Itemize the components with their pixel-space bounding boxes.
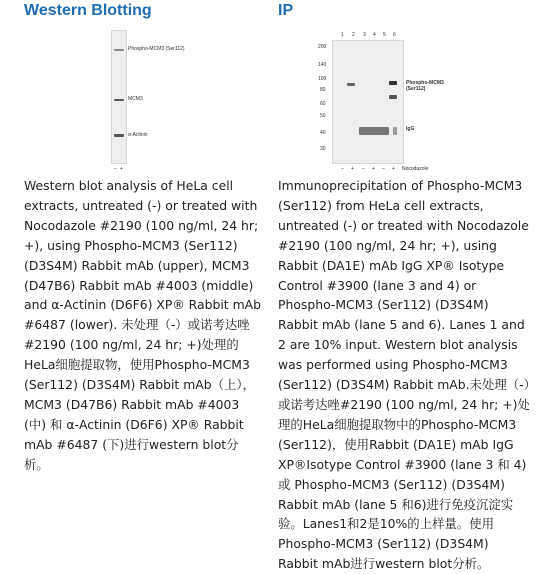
wb-band-label-2: MCM3	[128, 96, 143, 102]
wb-band-label-3: α-Actinin	[128, 132, 148, 138]
ip-mw-marker: 140	[318, 62, 327, 68]
ip-lane-sign: +	[392, 166, 395, 172]
ip-mw-marker: 100	[318, 76, 327, 82]
ip-band-label-phospho: Phospho-MCM3 (Ser112)	[406, 80, 444, 92]
ip-treatment-label: Nocodazole	[402, 166, 429, 172]
ip-lane-number: 6	[393, 32, 396, 38]
ip-mw-marker: 50	[320, 113, 326, 119]
western-blotting-section	[24, 0, 262, 475]
ip-lane-sign: –	[341, 166, 344, 172]
ip-mw-marker: 30	[320, 146, 326, 152]
ip-lane-sign: +	[351, 166, 354, 172]
wb-lane-sign: +	[120, 166, 123, 172]
ip-lane-number: 4	[373, 32, 376, 38]
wb-band-label-1: Phospho-MCM3 (Ser112)	[128, 46, 185, 52]
wb-lane-sign: –	[114, 166, 117, 172]
blot-band	[114, 49, 124, 51]
ip-lane-number: 1	[341, 32, 344, 38]
western-blot-description: Western blot analysis of HeLa cell extracts, untreated (-) or treated with Nocodazole #2190 (100 ng/ml, 24 hr; +), using Phospho-MCM3 (Ser112) (D3S4M) Rabbit mAb (upper), MCM3 (D47B6) Rabbit mAb #4003 (middle) and α-Actinin (D6F6) XP® Rabbit mAb #6487 (lower). 未处理（-）或诺考达唑#2190 (100 ng/ml, 24 hr; +)处理的HeLa细胞提取物，使用Phospho-MCM3 (Ser112) (D3S4M) Rabbit mAb（上），MCM3 (D47B6) Rabbit mAb #4003 (中) 和 α-Actinin (D6F6) XP® Rabbit mAb #6487 (下)进行western blot分析。	[24, 178, 261, 472]
ip-band	[393, 127, 397, 135]
ip-lane-sign: +	[372, 166, 375, 172]
section-title-ip: IP	[278, 2, 294, 19]
ip-band	[389, 81, 397, 85]
western-blot-figure	[24, 26, 262, 176]
ip-section	[278, 0, 532, 574]
ip-mw-marker: 60	[320, 101, 326, 107]
ip-band	[347, 83, 355, 86]
blot-band	[114, 99, 124, 101]
ip-lane-number: 5	[383, 32, 386, 38]
ip-description: Immunoprecipitation of Phospho-MCM3 (Ser112) from HeLa cell extracts, untreated (-) or treated with Nocodazole #2190 (100 ng/ml, 24 hr; +), using Rabbit (DA1E) mAb IgG XP® Isotype Control #3900 (lane 3 and 4) or Phospho-MCM3 (Ser112) (D3S4M) Rabbit mAb (lane 5 and 6). Lanes 1 and 2 are 10% input. Western blot analysis was performed using Phospho-MCM3 (Ser112) (D3S4M) Rabbit mAb.未处理（-）或诺考达唑#2190 (100 ng/ml, 24 hr; +)处理的HeLa细胞提取物中的Phospho-MCM3 (Ser112)，使用Rabbit (DA1E) mAb IgG XP®Isotype Control #3900 (lane 3 和 4) 或 Phospho-MCM3 (Ser112) (D3S4M) Rabbit mAb (lane 5 和6)进行免疫沉淀实验。Lanes1和2是10%的上样量。使用Phospho-MCM3 (Ser112) (D3S4M) Rabbit mAb进行western blot分析。	[278, 178, 530, 572]
blot-band	[114, 134, 124, 137]
western-blot-image	[111, 30, 127, 164]
ip-mw-marker: 80	[320, 87, 326, 93]
ip-lane-sign: –	[362, 166, 365, 172]
ip-figure	[278, 26, 532, 176]
ip-blot-image	[332, 40, 404, 164]
ip-band	[389, 95, 397, 99]
ip-band-label-igg: IgG	[406, 126, 415, 132]
section-title-western-blotting: Western Blotting	[24, 2, 152, 19]
ip-lane-number: 3	[363, 32, 366, 38]
ip-lane-number: 2	[352, 32, 355, 38]
ip-mw-marker: 200	[318, 44, 327, 50]
ip-mw-marker: 40	[320, 130, 326, 136]
ip-lane-sign: –	[382, 166, 385, 172]
ip-band	[359, 127, 389, 135]
